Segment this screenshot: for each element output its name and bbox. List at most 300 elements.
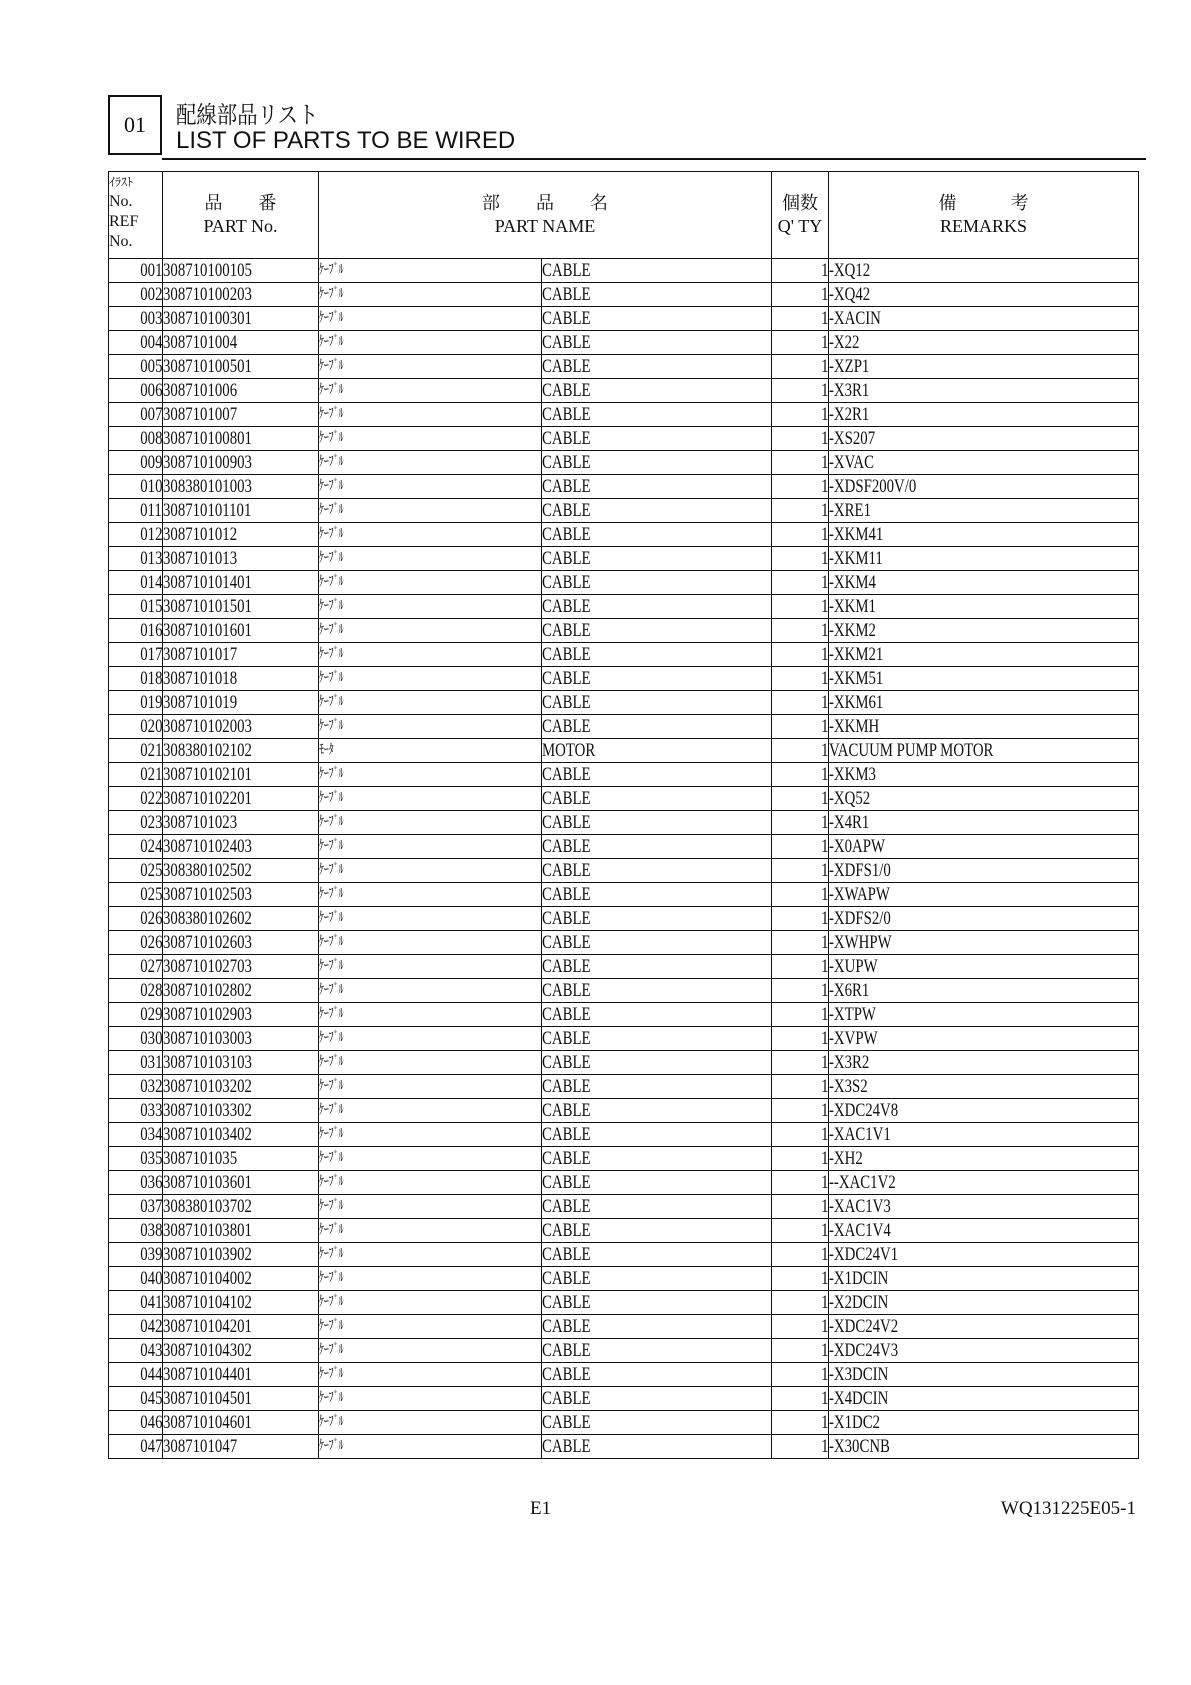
part-name-en-text: CABLE — [542, 572, 591, 593]
part-name-jp-cell — [319, 907, 542, 931]
part-no-cell — [163, 1075, 319, 1099]
part-name-en-text: CABLE — [542, 1076, 591, 1097]
qty-text: 1 — [820, 332, 828, 353]
part-name-en-text: CABLE — [542, 1196, 591, 1217]
part-name-jp-cell — [319, 1315, 542, 1339]
part-name-en-text: CABLE — [542, 1436, 591, 1457]
part-no-cell — [163, 715, 319, 739]
part-name-jp-text: ｹｰﾌﾞﾙ — [319, 502, 344, 518]
qty-cell — [772, 403, 829, 427]
page-title-jp: 配線部品リスト — [176, 101, 319, 129]
part-name-jp-text: ｹｰﾌﾞﾙ — [319, 718, 344, 734]
table-row — [109, 283, 1139, 307]
remarks-text: -X4DCIN — [829, 1388, 889, 1409]
part-name-en-text: CABLE — [542, 1004, 591, 1025]
part-name-en-cell — [542, 1147, 772, 1171]
remarks-cell — [829, 955, 1139, 979]
part-name-jp-text: ﾓｰﾀ — [319, 742, 334, 758]
part-name-en-text: CABLE — [542, 1244, 591, 1265]
qty-text: 1 — [820, 428, 828, 449]
ref-no-text: 042 — [139, 1316, 162, 1337]
part-name-en-text: CABLE — [542, 356, 591, 377]
remarks-cell — [829, 355, 1139, 379]
section-number: 01 — [124, 112, 146, 137]
part-no-text: 308380101003 — [163, 476, 252, 497]
part-name-en-cell — [542, 955, 772, 979]
part-name-jp-cell — [319, 643, 542, 667]
part-name-jp-text: ｹｰﾌﾞﾙ — [319, 262, 344, 278]
part-no-cell — [163, 1387, 319, 1411]
qty-text: 1 — [820, 932, 828, 953]
part-name-jp-text: ｹｰﾌﾞﾙ — [319, 1270, 344, 1286]
remarks-text: -XKM1 — [829, 596, 876, 617]
part-no-text: 308380102602 — [163, 908, 252, 929]
ref-no-text: 028 — [139, 980, 162, 1001]
remarks-cell — [829, 547, 1139, 571]
table-row — [109, 379, 1139, 403]
part-name-en-text: CABLE — [542, 476, 591, 497]
qty-text: 1 — [820, 356, 828, 377]
table-row — [109, 1099, 1139, 1123]
qty-cell — [772, 643, 829, 667]
part-no-text: 308710103801 — [163, 1220, 252, 1241]
ref-no-cell — [109, 763, 163, 787]
remarks-text: -XVAC — [829, 452, 875, 473]
ref-no-cell — [109, 1171, 163, 1195]
part-name-jp-cell — [319, 787, 542, 811]
qty-cell — [772, 571, 829, 595]
part-no-text: 308710102703 — [163, 956, 252, 977]
ref-no-text: 047 — [139, 1436, 162, 1457]
qty-cell — [772, 523, 829, 547]
qty-text: 1 — [820, 764, 828, 785]
part-name-jp-cell — [319, 475, 542, 499]
part-no-cell — [163, 379, 319, 403]
remarks-cell — [829, 379, 1139, 403]
remarks-cell — [829, 691, 1139, 715]
remarks-cell — [829, 523, 1139, 547]
ref-no-text: 021 — [139, 764, 162, 785]
qty-cell — [772, 283, 829, 307]
part-name-en-cell — [542, 547, 772, 571]
part-name-en-cell — [542, 859, 772, 883]
table-row — [109, 955, 1139, 979]
part-name-jp-cell — [319, 1123, 542, 1147]
part-no-text: 308710104201 — [163, 1316, 252, 1337]
part-name-jp-cell — [319, 499, 542, 523]
qty-cell — [772, 619, 829, 643]
part-name-en-text: CABLE — [542, 428, 591, 449]
ref-no-cell — [109, 283, 163, 307]
part-name-jp-text: ｹｰﾌﾞﾙ — [319, 838, 344, 854]
part-no-cell — [163, 427, 319, 451]
table-row — [109, 1291, 1139, 1315]
part-name-jp-text: ｹｰﾌﾞﾙ — [319, 286, 344, 302]
part-name-jp-cell — [319, 883, 542, 907]
qty-cell — [772, 331, 829, 355]
qty-text: 1 — [820, 1196, 828, 1217]
qty-cell — [772, 667, 829, 691]
part-name-en-text: CABLE — [542, 284, 591, 305]
part-no-text: 308710101401 — [163, 572, 252, 593]
part-name-jp-cell — [319, 1435, 542, 1459]
part-name-jp-text: ｹｰﾌﾞﾙ — [319, 550, 344, 566]
ref-no-cell — [109, 571, 163, 595]
header-ref-no — [109, 172, 163, 259]
table-row — [109, 1027, 1139, 1051]
part-name-jp-text: ｹｰﾌﾞﾙ — [319, 766, 344, 782]
header-remarks-jp: 備 考 — [938, 193, 1029, 214]
remarks-text: -XDC24V1 — [829, 1244, 899, 1265]
ref-no-cell — [109, 907, 163, 931]
table-row — [109, 883, 1139, 907]
qty-cell — [772, 715, 829, 739]
qty-cell — [772, 1027, 829, 1051]
ref-no-text: 009 — [139, 452, 162, 473]
table-row — [109, 547, 1139, 571]
part-name-en-cell — [542, 619, 772, 643]
part-name-jp-cell — [319, 1219, 542, 1243]
part-name-en-cell — [542, 307, 772, 331]
remarks-text: -X1DC2 — [829, 1412, 881, 1433]
ref-no-cell — [109, 1099, 163, 1123]
part-name-en-text: CABLE — [542, 1268, 591, 1289]
part-name-en-cell — [542, 283, 772, 307]
qty-cell — [772, 1075, 829, 1099]
ref-no-cell — [109, 931, 163, 955]
part-name-en-cell — [542, 595, 772, 619]
header-part-no-jp: 品 番 — [204, 193, 277, 214]
qty-cell — [772, 1435, 829, 1459]
qty-cell — [772, 1339, 829, 1363]
ref-no-cell — [109, 1075, 163, 1099]
qty-cell — [772, 859, 829, 883]
qty-cell — [772, 427, 829, 451]
part-name-jp-text: ｹｰﾌﾞﾙ — [319, 622, 344, 638]
part-no-text: 3087101035 — [163, 1148, 238, 1169]
remarks-cell — [829, 1267, 1139, 1291]
part-name-en-text: CABLE — [542, 1148, 591, 1169]
part-name-en-text: CABLE — [542, 812, 591, 833]
part-no-cell — [163, 1027, 319, 1051]
part-no-cell — [163, 1171, 319, 1195]
ref-no-text: 030 — [139, 1028, 162, 1049]
remarks-text: -X3S2 — [829, 1076, 868, 1097]
part-no-cell — [163, 355, 319, 379]
part-name-en-cell — [542, 427, 772, 451]
qty-cell — [772, 475, 829, 499]
part-name-en-text: CABLE — [542, 1364, 591, 1385]
remarks-text: -XKM11 — [829, 548, 883, 569]
part-name-jp-text: ｹｰﾌﾞﾙ — [319, 430, 344, 446]
qty-text: 1 — [820, 524, 828, 545]
remarks-cell — [829, 1243, 1139, 1267]
part-name-jp-cell — [319, 763, 542, 787]
part-name-en-cell — [542, 1387, 772, 1411]
header-remarks — [829, 172, 1139, 259]
qty-cell — [772, 883, 829, 907]
part-name-jp-text: ｹｰﾌﾞﾙ — [319, 1174, 344, 1190]
part-no-text: 308380103702 — [163, 1196, 252, 1217]
part-no-text: 3087101019 — [163, 692, 238, 713]
part-no-cell — [163, 1315, 319, 1339]
remarks-cell — [829, 1003, 1139, 1027]
qty-cell — [772, 691, 829, 715]
remarks-cell — [829, 787, 1139, 811]
header-qty — [772, 172, 829, 259]
qty-text: 1 — [820, 1244, 828, 1265]
remarks-text: -XDC24V8 — [829, 1100, 899, 1121]
part-no-cell — [163, 787, 319, 811]
part-no-cell — [163, 1243, 319, 1267]
qty-text: 1 — [820, 620, 828, 641]
remarks-cell — [829, 403, 1139, 427]
ref-no-cell — [109, 1123, 163, 1147]
qty-cell — [772, 811, 829, 835]
part-name-en-text: CABLE — [542, 692, 591, 713]
table-row — [109, 571, 1139, 595]
part-no-cell — [163, 619, 319, 643]
table-row — [109, 355, 1139, 379]
ref-no-cell — [109, 499, 163, 523]
ref-no-cell — [109, 1219, 163, 1243]
ref-no-text: 040 — [139, 1268, 162, 1289]
part-name-en-cell — [542, 1267, 772, 1291]
qty-text: 1 — [820, 1292, 828, 1313]
part-no-text: 308710102802 — [163, 980, 252, 1001]
part-name-en-text: CABLE — [542, 764, 591, 785]
qty-cell — [772, 379, 829, 403]
part-name-en-text: CABLE — [542, 1316, 591, 1337]
remarks-text: -XDFS1/0 — [829, 860, 891, 881]
part-name-jp-text: ｹｰﾌﾞﾙ — [319, 358, 344, 374]
part-no-cell — [163, 883, 319, 907]
part-no-text: 308710104302 — [163, 1340, 252, 1361]
header-qty-jp: 個数 — [782, 193, 818, 214]
part-no-cell — [163, 331, 319, 355]
part-name-en-text: CABLE — [542, 380, 591, 401]
qty-text: 1 — [820, 260, 828, 281]
part-name-en-text: CABLE — [542, 1340, 591, 1361]
title-divider — [162, 158, 1146, 160]
ref-no-cell — [109, 523, 163, 547]
part-no-text: 308380102102 — [163, 740, 252, 761]
part-name-jp-cell — [319, 283, 542, 307]
ref-no-cell — [109, 427, 163, 451]
table-row — [109, 859, 1139, 883]
remarks-cell — [829, 451, 1139, 475]
part-name-jp-text: ｹｰﾌﾞﾙ — [319, 1102, 344, 1118]
ref-no-text: 041 — [139, 1292, 162, 1313]
part-name-jp-text: ｹｰﾌﾞﾙ — [319, 646, 344, 662]
ref-no-text: 043 — [139, 1340, 162, 1361]
part-name-en-cell — [542, 1219, 772, 1243]
part-no-cell — [163, 1219, 319, 1243]
part-name-en-text: CABLE — [542, 1124, 591, 1145]
parts-table — [108, 171, 1139, 1459]
remarks-text: -XACIN — [829, 308, 881, 329]
table-row — [109, 979, 1139, 1003]
part-no-cell — [163, 595, 319, 619]
part-name-en-cell — [542, 475, 772, 499]
part-no-cell — [163, 1339, 319, 1363]
part-name-en-text: MOTOR — [542, 740, 596, 761]
part-name-jp-cell — [319, 835, 542, 859]
ref-no-cell — [109, 355, 163, 379]
ref-no-cell — [109, 1291, 163, 1315]
ref-no-text: 004 — [139, 332, 162, 353]
part-name-jp-cell — [319, 811, 542, 835]
table-row — [109, 619, 1139, 643]
part-name-jp-text: ｹｰﾌﾞﾙ — [319, 1006, 344, 1022]
remarks-cell — [829, 835, 1139, 859]
part-no-text: 308710101101 — [163, 500, 252, 521]
part-name-jp-cell — [319, 1075, 542, 1099]
part-name-jp-cell — [319, 1411, 542, 1435]
table-row — [109, 811, 1139, 835]
ref-no-text: 027 — [139, 956, 162, 977]
qty-cell — [772, 1099, 829, 1123]
remarks-text: -X0APW — [829, 836, 885, 857]
qty-text: 1 — [820, 452, 828, 473]
remarks-text: -X2R1 — [829, 404, 870, 425]
qty-cell — [772, 1315, 829, 1339]
part-name-jp-cell — [319, 1339, 542, 1363]
ref-no-text: 019 — [139, 692, 162, 713]
part-name-jp-text: ｹｰﾌﾞﾙ — [319, 478, 344, 494]
part-no-text: 308710103202 — [163, 1076, 252, 1097]
part-name-jp-text: ｹｰﾌﾞﾙ — [319, 598, 344, 614]
part-no-cell — [163, 259, 319, 283]
part-name-jp-text: ｹｰﾌﾞﾙ — [319, 454, 344, 470]
part-name-jp-cell — [319, 1387, 542, 1411]
table-row — [109, 403, 1139, 427]
ref-no-text: 031 — [139, 1052, 162, 1073]
qty-text: 1 — [820, 884, 828, 905]
ref-no-text: 020 — [139, 716, 162, 737]
qty-cell — [772, 835, 829, 859]
part-no-text: 308710103103 — [163, 1052, 252, 1073]
ref-no-text: 017 — [139, 644, 162, 665]
part-name-jp-text: ｹｰﾌﾞﾙ — [319, 670, 344, 686]
header-qty-en: Q' TY — [777, 216, 823, 236]
part-name-en-text: CABLE — [542, 500, 591, 521]
part-name-en-cell — [542, 1291, 772, 1315]
part-name-en-cell — [542, 1363, 772, 1387]
part-name-en-cell — [542, 1051, 772, 1075]
ref-no-cell — [109, 787, 163, 811]
part-no-text: 308710102403 — [163, 836, 252, 857]
table-row — [109, 1171, 1139, 1195]
part-name-en-text: CABLE — [542, 1220, 591, 1241]
qty-text: 1 — [820, 1436, 828, 1457]
part-name-jp-cell — [319, 715, 542, 739]
qty-cell — [772, 739, 829, 763]
part-name-en-cell — [542, 1099, 772, 1123]
qty-text: 1 — [820, 1004, 828, 1025]
qty-text: 1 — [820, 908, 828, 929]
remarks-cell — [829, 643, 1139, 667]
qty-cell — [772, 547, 829, 571]
part-name-en-cell — [542, 1075, 772, 1099]
part-name-en-text: CABLE — [542, 260, 591, 281]
ref-no-text: 024 — [139, 836, 162, 857]
table-row — [109, 1387, 1139, 1411]
qty-cell — [772, 1411, 829, 1435]
table-header-row — [109, 172, 1139, 259]
table-row — [109, 1435, 1139, 1459]
part-name-en-cell — [542, 907, 772, 931]
remarks-cell — [829, 1147, 1139, 1171]
qty-text: 1 — [820, 548, 828, 569]
remarks-text: -X2DCIN — [829, 1292, 889, 1313]
remarks-text: -XKM41 — [829, 524, 884, 545]
ref-no-cell — [109, 739, 163, 763]
ref-no-text: 034 — [139, 1124, 162, 1145]
part-name-jp-text: ｹｰﾌﾞﾙ — [319, 310, 344, 326]
part-no-text: 308380102502 — [163, 860, 252, 881]
ref-no-cell — [109, 1411, 163, 1435]
remarks-text: -XKM51 — [829, 668, 884, 689]
remarks-cell — [829, 1411, 1139, 1435]
part-name-en-text: CABLE — [542, 668, 591, 689]
part-name-en-text: CABLE — [542, 332, 591, 353]
qty-text: 1 — [820, 1028, 828, 1049]
part-name-en-cell — [542, 571, 772, 595]
part-no-cell — [163, 667, 319, 691]
part-no-cell — [163, 1003, 319, 1027]
part-no-cell — [163, 283, 319, 307]
remarks-cell — [829, 1123, 1139, 1147]
part-name-jp-text: ｹｰﾌﾞﾙ — [319, 1318, 344, 1334]
table-row — [109, 1243, 1139, 1267]
qty-cell — [772, 259, 829, 283]
part-name-en-cell — [542, 1339, 772, 1363]
table-row — [109, 1195, 1139, 1219]
part-no-cell — [163, 1435, 319, 1459]
ref-no-cell — [109, 403, 163, 427]
qty-cell — [772, 1147, 829, 1171]
part-name-en-text: CABLE — [542, 836, 591, 857]
ref-no-text: 038 — [139, 1220, 162, 1241]
part-name-en-cell — [542, 1003, 772, 1027]
remarks-text: -X3R1 — [829, 380, 870, 401]
table-row — [109, 427, 1139, 451]
part-name-en-text: CABLE — [542, 788, 591, 809]
table-row — [109, 1147, 1139, 1171]
part-no-cell — [163, 979, 319, 1003]
ref-no-text: 014 — [139, 572, 162, 593]
part-name-jp-text: ｹｰﾌﾞﾙ — [319, 382, 344, 398]
qty-text: 1 — [820, 1220, 828, 1241]
remarks-cell — [829, 979, 1139, 1003]
ref-no-text: 033 — [139, 1100, 162, 1121]
part-name-jp-cell — [319, 931, 542, 955]
part-name-jp-cell — [319, 1363, 542, 1387]
part-name-en-cell — [542, 667, 772, 691]
qty-cell — [772, 1387, 829, 1411]
qty-text: 1 — [820, 1316, 828, 1337]
part-name-jp-text: ｹｰﾌﾞﾙ — [319, 1150, 344, 1166]
ref-no-text: 046 — [139, 1412, 162, 1433]
remarks-text: -XKM3 — [829, 764, 876, 785]
remarks-text: --XAC1V2 — [829, 1172, 896, 1193]
remarks-text: -XVPW — [829, 1028, 878, 1049]
part-name-jp-cell — [319, 1171, 542, 1195]
qty-text: 1 — [820, 980, 828, 1001]
qty-cell — [772, 1219, 829, 1243]
ref-no-cell — [109, 547, 163, 571]
